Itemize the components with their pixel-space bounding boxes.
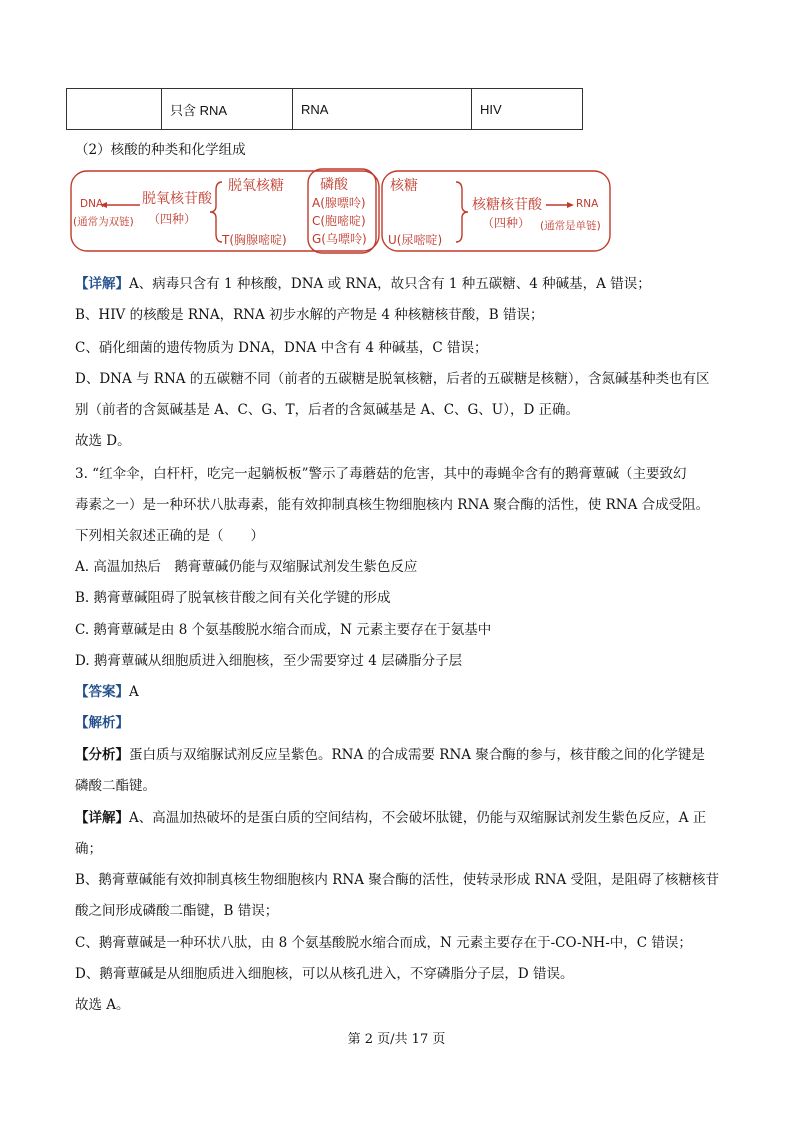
fenxi-tag: 【分析】 [75,747,129,763]
q2-choice: 故选 D。 [75,433,131,449]
rna-note: (通常是单链) [540,220,601,232]
q3-analysis-tag [75,713,129,733]
q3-stem-2: 毒素之一）是一种环状八肽毒素，能有效抑制真核生物细胞核内 RNA 聚合酶的活性，使 RNA 合成受阻。 [75,497,710,513]
q2-detail-d2: 别（前者的含氮碱基是 A、C、G、T，后者的含氮碱基是 A、C、G、U），D 正确。 [75,402,580,418]
q3-option-c: C. 鹅膏蕈碱是由 8 个氨基酸脱水缩合而成，N 元素主要存在于氨基中 [75,622,492,638]
thymine-label: T(胸腺嘧啶) [222,233,287,247]
phosphate-label: 磷酸 [320,177,348,193]
q2-detail-b: B、HIV 的核酸是 RNA，RNA 初步水解的产物是 4 种核糖核苷酸，B 错误； [75,307,544,323]
answer-tag: 【答案】 [75,684,129,700]
detail-tag: 【详解】 [75,276,129,292]
deoxy-count: （四种） [148,212,197,226]
nucleic-acid-table [66,88,583,130]
ribo-nucleotide-label: 核糖核苷酸 [472,197,542,213]
section-heading: （2）核酸的种类和化学组成 [75,142,246,158]
q3-detail-a1 [75,808,706,828]
table-row [67,89,583,130]
analysis-tag: 【解析】 [75,715,129,731]
dna-note: (通常为双链) [73,216,134,228]
uracil-label: U(尿嘧啶) [388,233,443,247]
q3-detail-d: D、鹅膏蕈碱是从细胞质进入细胞核，可以从核孔进入，不穿磷脂分子层，D 错误。 [75,966,574,982]
cytosine-label: C(胞嘧啶) [312,214,366,228]
guanine-label: G(乌嘌呤) [312,232,367,246]
adenine-label: A(腺嘌呤) [312,196,366,210]
q3-fenxi-1 [75,745,705,765]
q3-option-b: B. 鹅膏蕈碱阻碍了脱氧核苷酸之间有关化学键的形成 [75,590,391,606]
q3-choice: 故选 A。 [75,997,130,1013]
q3-fenxi-2: 磷酸二酯键。 [75,778,156,794]
nucleic-acid-diagram [70,168,612,256]
table-cell: RNA [293,89,472,130]
ribo-count: （四种） [482,216,531,230]
q3-option-d: D. 鹅膏蕈碱从细胞质进入细胞核，至少需要穿过 4 层磷脂分子层 [75,653,463,669]
arrow-head-right [567,202,574,208]
q2-detail-a [75,274,651,294]
deoxyribose-label: 脱氧核糖 [228,178,284,194]
q2-detail-d1: D、DNA 与 RNA 的五碳糖不同（前者的五碳糖是脱氧核糖，后者的五碳糖是核糖），含氮碱基种类也有区 [75,371,710,387]
q3-detail-b2: 酸之间形成磷酸二酯键，B 错误； [75,903,279,919]
q3-stem-3: 下列相关叙述正确的是（ ） [75,528,264,544]
ribose-label: 核糖 [390,178,418,194]
table-cell: 只含 RNA [162,89,293,130]
q3-option-a: A. 高温加热后 鹅膏蕈碱仍能与双缩脲试剂发生紫色反应 [75,559,418,575]
q3-answer [75,682,139,702]
table-cell [67,89,162,130]
detail-text: A、高温加热破坏的是蛋白质的空间结构，不会破坏肽键，仍能与双缩脲试剂发生紫色反应，A 正 [129,810,707,826]
fenxi-text: 蛋白质与双缩脲试剂反应呈紫色。RNA 的合成需要 RNA 聚合酶的参与，核苷酸之间的化学键是 [129,747,705,763]
dna-label: DNA [80,198,104,210]
q3-detail-c: C、鹅膏蕈碱是一种环状八肽，由 8 个氨基酸脱水缩合而成，N 元素主要存在于-CO-NH-中，C 错误； [75,935,692,951]
q3-stem-1: 3. “红伞伞，白杆杆，吃完一起躺板板”警示了毒蘑菇的危害，其中的毒蝇伞含有的鹅膏蕈碱（主要致幻 [75,466,687,482]
right-brace [456,182,468,242]
answer-value: A [129,684,139,700]
q3-detail-a2: 确； [75,841,102,857]
deoxy-nucleotide-label: 脱氧核苷酸 [142,191,212,207]
q3-detail-b1: B、鹅膏蕈碱能有效抑制真核生物细胞核内 RNA 聚合酶的活性，使转录形成 RNA 受阻，是阻碍了核糖核苷 [75,872,720,888]
detail-tag: 【详解】 [75,810,129,826]
page-footer: 第 2 页/共 17 页 [347,1032,446,1047]
q2-detail-c: C、硝化细菌的遗传物质为 DNA，DNA 中含有 4 种碱基，C 错误； [75,340,488,356]
table-cell: HIV [472,89,583,130]
rna-label: RNA [576,198,599,210]
detail-text: A、病毒只含有 1 种核酸，DNA 或 RNA，故只含有 1 种五碳糖、4 种碱基，A 错误； [129,276,651,292]
